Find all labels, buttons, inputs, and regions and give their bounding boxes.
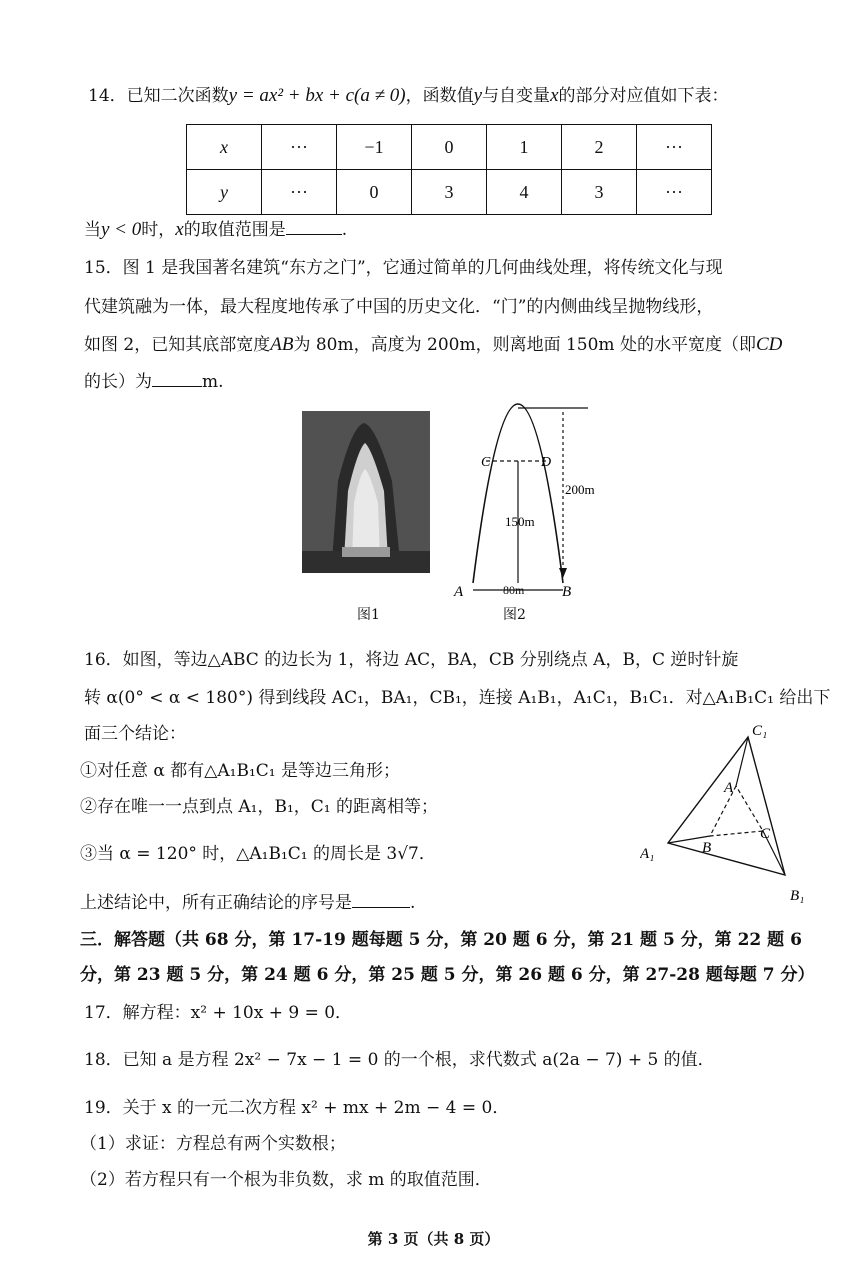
section3-heading-line-2: 分，第 23 题 5 分，第 24 题 6 分，第 25 题 5 分，第 26 题 6 分，第 27-28 题每题 7 分） xyxy=(80,965,815,985)
q15-line-3: 如图 2，已知其底部宽度AB为 80m，高度为 200m，则离地面 150m 处的水平宽度（即CD xyxy=(84,334,783,355)
table-row-x xyxy=(187,125,712,170)
q19-part-1: （1）求证：方程总有两个实数根； xyxy=(80,1134,346,1154)
q14-question: 当y < 0时，x的取值范围是 . xyxy=(84,219,348,240)
q16-line-1: 16．如图，等边△ABC 的边长为 1，将边 AC，BA，CB 分别绕点 A，B，C 逆时针旋 xyxy=(84,650,739,670)
table-header-y: y xyxy=(187,170,262,215)
table-cell: 3 xyxy=(562,170,637,215)
answer-blank xyxy=(352,907,410,908)
gate-photo-drawing xyxy=(302,411,430,573)
label-d: D xyxy=(541,455,552,470)
label-b1: B₁ xyxy=(790,888,805,904)
q17: 17．解方程：x² + 10x + 9 = 0． xyxy=(84,1003,353,1023)
label-150m: 150m xyxy=(505,514,535,529)
table-cell: 3 xyxy=(412,170,487,215)
arrow-down-icon xyxy=(559,568,567,578)
table-cell: 0 xyxy=(412,125,487,170)
q16-conclusion-2: ②存在唯一一点到点 A₁，B₁，C₁ 的距离相等； xyxy=(80,797,439,817)
q16-line-2: 转 α(0° < α < 180°) 得到线段 AC₁，BA₁，CB₁，连接 A₁B₁，A₁C₁，B₁C₁．对△A₁B₁C₁ 给出下 xyxy=(84,688,831,708)
table-row-y xyxy=(187,170,712,215)
table-cell: ··· xyxy=(637,170,712,215)
q14-formula: y = ax² + bx + c(a ≠ 0) xyxy=(228,85,406,106)
q15-line-2: 代建筑融为一体，最大程度地传承了中国的历史文化．“门”的内侧曲线呈抛物线形， xyxy=(84,297,714,317)
label-a: A xyxy=(454,584,464,600)
label-200m: 200m xyxy=(565,482,595,497)
q15-line-4: 的长）为 m. xyxy=(84,372,224,392)
table-cell: −1 xyxy=(337,125,412,170)
table-cell: 0 xyxy=(337,170,412,215)
table-header-x: x xyxy=(187,125,262,170)
q16-answer: 上述结论中，所有正确结论的序号是 . xyxy=(80,893,416,913)
fig1-caption: 图1 xyxy=(357,607,380,623)
q19-stem: 19．关于 x 的一元二次方程 x² + mx + 2m − 4 = 0． xyxy=(84,1098,510,1118)
page-number: 第 3 页（共 8 页） xyxy=(367,1230,500,1248)
triangle-abc xyxy=(710,786,763,836)
q14-stem: 14．已知二次函数y = ax² + bx + c(a ≠ 0)，函数值y与自变量x的部分对应值如下表： xyxy=(88,85,729,106)
gate-photo xyxy=(302,411,430,573)
parabola-diagram xyxy=(448,400,598,605)
label-c: C xyxy=(760,826,771,842)
table-cell: 2 xyxy=(562,125,637,170)
q16-conclusion-1: ①对任意 α 都有△A₁B₁C₁ 是等边三角形； xyxy=(80,761,400,781)
label-b: B xyxy=(702,840,712,856)
label-a: A xyxy=(724,780,734,796)
label-b: B xyxy=(562,584,572,600)
q14-value-table xyxy=(186,124,712,215)
label-a1: A₁ xyxy=(640,846,655,862)
label-80m: 80m xyxy=(503,583,525,597)
q16-conclusion-3: ③当 α = 120° 时，△A₁B₁C₁ 的周长是 3√7． xyxy=(80,844,436,864)
section3-heading-line-1: 三．解答题（共 68 分，第 17-19 题每题 5 分，第 20 题 6 分，第 21 题 5 分，第 22 题 6 xyxy=(80,930,802,950)
q15-line-1: 15．图 1 是我国著名建筑“东方之门”，它通过简单的几何曲线处理，将传统文化与现 xyxy=(84,258,723,278)
answer-blank xyxy=(286,234,342,235)
answer-blank xyxy=(152,386,202,387)
label-c1: C₁ xyxy=(752,723,768,739)
fig2-caption: 图2 xyxy=(503,607,526,623)
triangle-diagram xyxy=(640,720,820,910)
table-cell: ··· xyxy=(637,125,712,170)
triangle-a1b1c1 xyxy=(668,737,785,875)
label-c: C xyxy=(481,455,491,470)
table-cell: ··· xyxy=(262,170,337,215)
table-cell: 1 xyxy=(487,125,562,170)
table-cell: ··· xyxy=(262,125,337,170)
q19-part-2: （2）若方程只有一个根为非负数，求 m 的取值范围． xyxy=(80,1170,492,1190)
q16-line-3: 面三个结论： xyxy=(84,724,186,744)
table-cell: 4 xyxy=(487,170,562,215)
q18: 18．已知 a 是方程 2x² − 7x − 1 = 0 的一个根，求代数式 a(2a − 7) + 5 的值． xyxy=(84,1050,715,1070)
